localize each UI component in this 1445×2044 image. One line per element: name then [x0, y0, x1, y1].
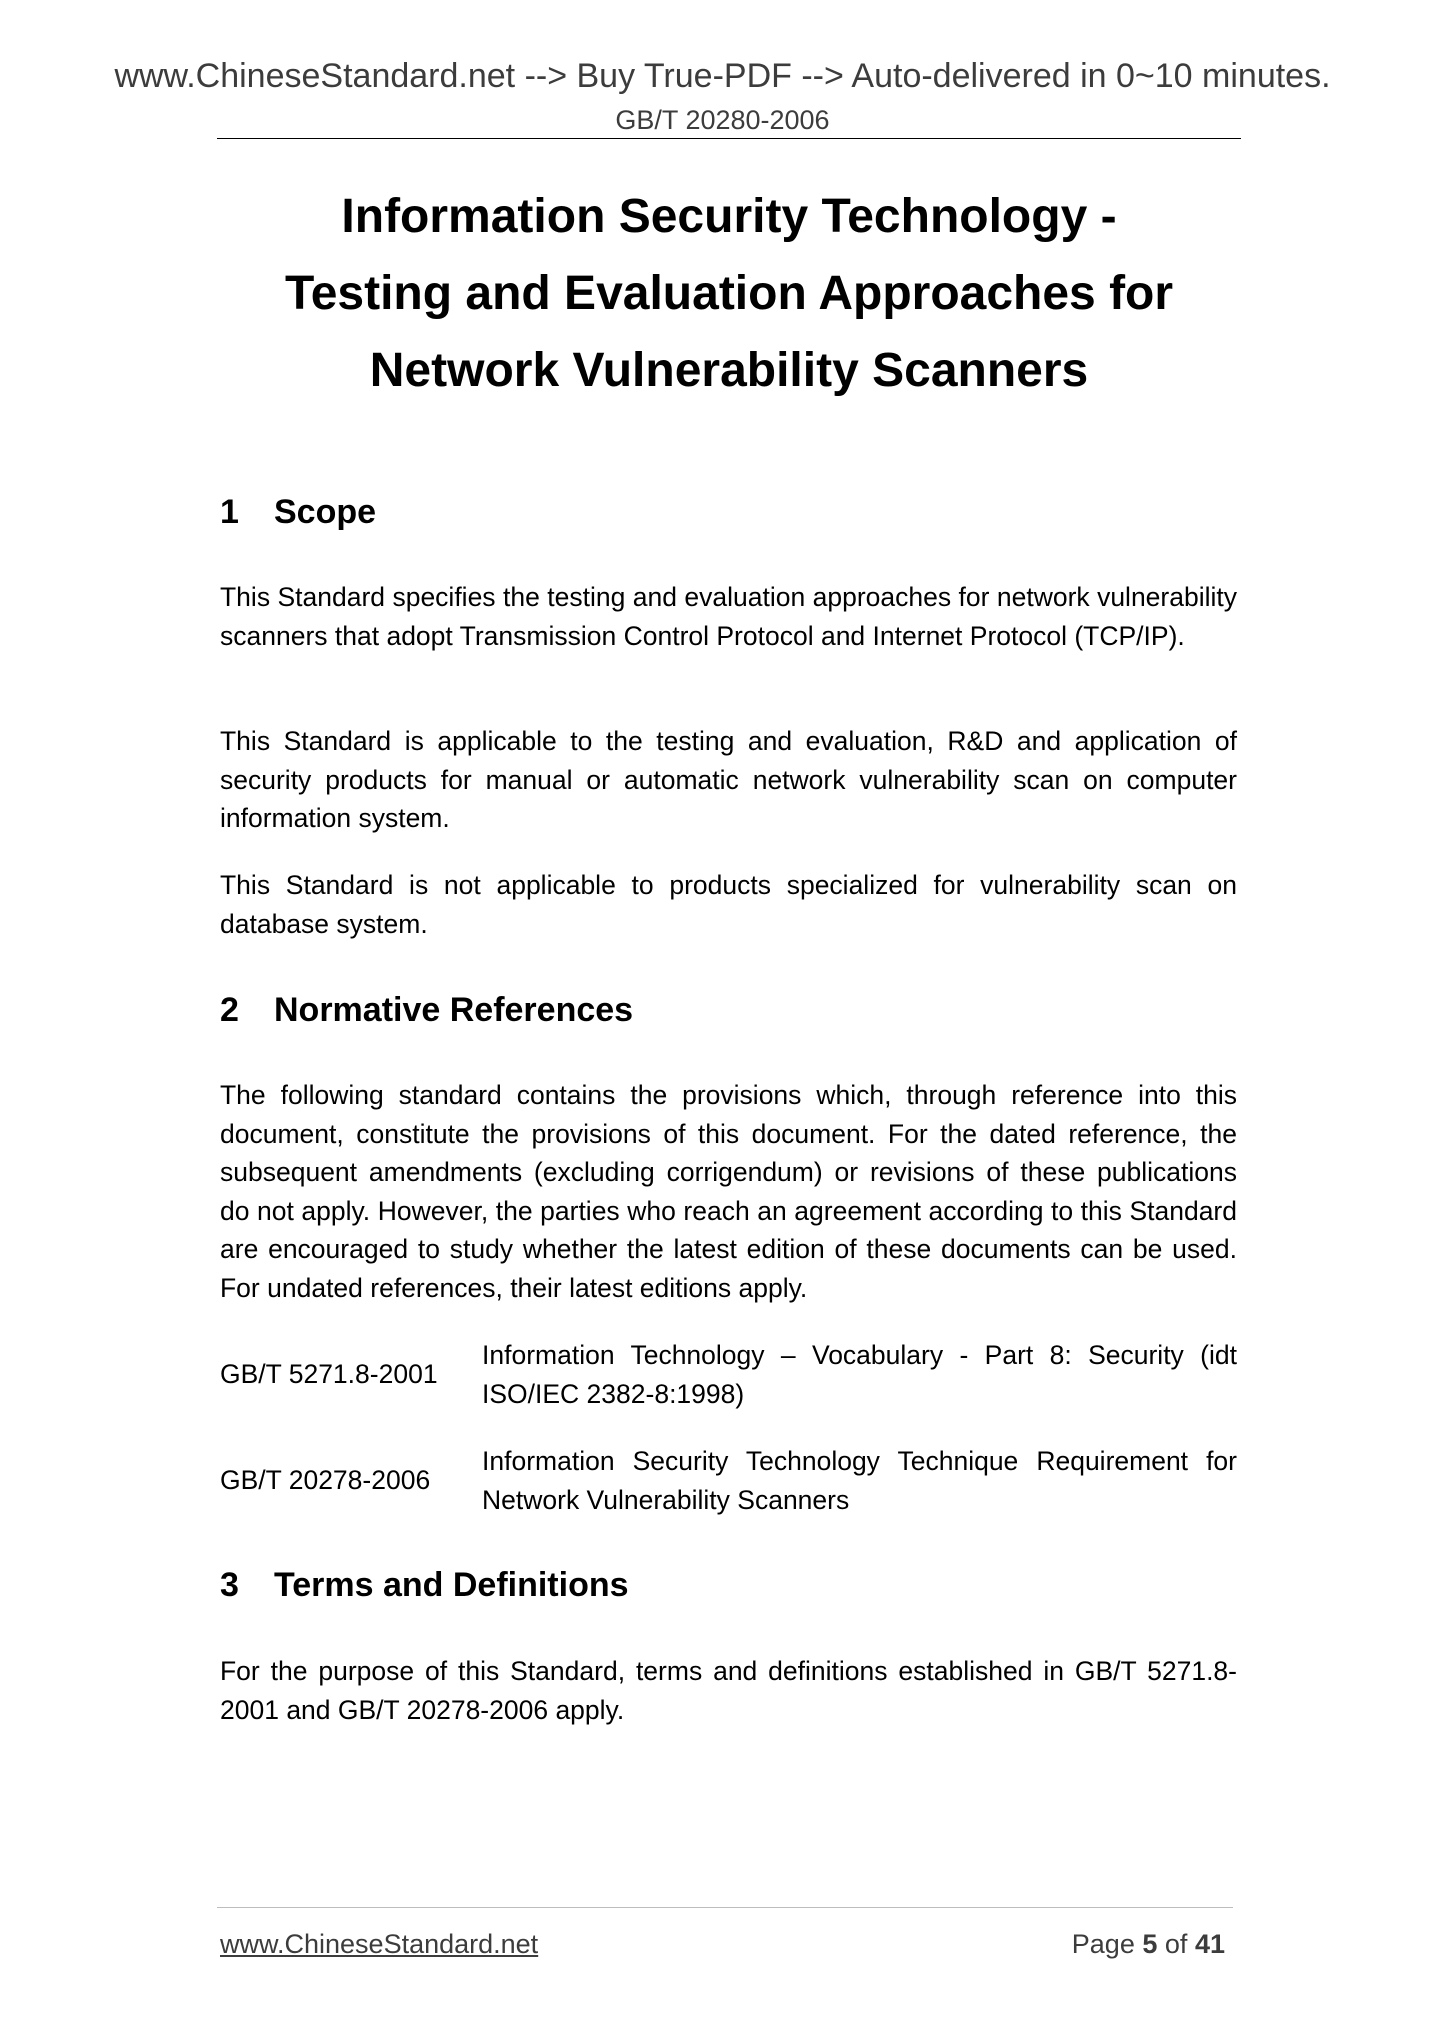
page-total: 41 — [1194, 1929, 1225, 1959]
section-number: 2 — [220, 991, 239, 1029]
section-title: Scope — [274, 493, 377, 531]
scope-paragraph-2: This Standard is applicable to the testing and evaluation, R&D and application of security products for manual or automatic network vulnerability scan on computer information system. — [220, 726, 1237, 833]
reference-row — [220, 1442, 1237, 1520]
reference-code: GB/T 20278-2006 — [220, 1465, 431, 1495]
section-2-heading — [220, 990, 633, 1030]
document-title — [217, 178, 1241, 409]
top-banner: www.ChineseStandard.net --> Buy True-PDF --> Auto-delivered in 0~10 minutes. — [114, 57, 1331, 95]
section-1-heading — [220, 492, 376, 532]
section-3-heading — [220, 1565, 629, 1605]
footer-website-link[interactable]: www.ChineseStandard.net — [220, 1929, 539, 1959]
section-title: Terms and Definitions — [274, 1566, 629, 1604]
reference-title: Information Technology – Vocabulary - Part 8: Security (idt ISO/IEC 2382-8:1998) — [482, 1340, 1237, 1409]
scope-paragraph-1: This Standard specifies the testing and evaluation approaches for network vulnerability scanners that adopt Transmission Control Protocol and Internet Protocol (TCP/IP). — [220, 582, 1237, 651]
header-divider — [217, 138, 1241, 139]
section-number: 1 — [220, 493, 239, 531]
page-indicator — [1072, 1928, 1225, 1960]
footer-divider — [217, 1907, 1233, 1908]
page-current: 5 — [1142, 1929, 1158, 1959]
standard-code: GB/T 20280-2006 — [615, 105, 830, 135]
reference-code: GB/T 5271.8-2001 — [220, 1359, 438, 1389]
title-line-3: Network Vulnerability Scanners — [369, 344, 1089, 397]
title-line-2: Testing and Evaluation Approaches for — [284, 267, 1174, 320]
section-title: Normative References — [274, 991, 634, 1029]
section-number: 3 — [220, 1566, 239, 1604]
reference-title: Information Security Technology Technique Requirement for Network Vulnerability Scanners — [482, 1446, 1237, 1515]
page-of: of — [1164, 1929, 1188, 1959]
scope-paragraph-3: This Standard is not applicable to products specialized for vulnerability scan on database system. — [220, 870, 1237, 939]
title-line-1: Information Security Technology - — [341, 190, 1117, 243]
normative-intro-paragraph: The following standard contains the provisions which, through reference into this document, constitute the provisions of this document. For the dated reference, the subsequent amendments (excluding corrigendum) or revisions of these publications do not apply. However, the parties who reach an agreement according to this Standard are encouraged to study whether the latest edition of these documents can be used. For undated references, their latest editions apply. — [220, 1080, 1237, 1303]
terms-paragraph: For the purpose of this Standard, terms and definitions established in GB/T 5271.8-2001 and GB/T 20278-2006 apply. — [220, 1656, 1237, 1725]
reference-row — [220, 1336, 1237, 1414]
page-label: Page — [1071, 1929, 1135, 1959]
